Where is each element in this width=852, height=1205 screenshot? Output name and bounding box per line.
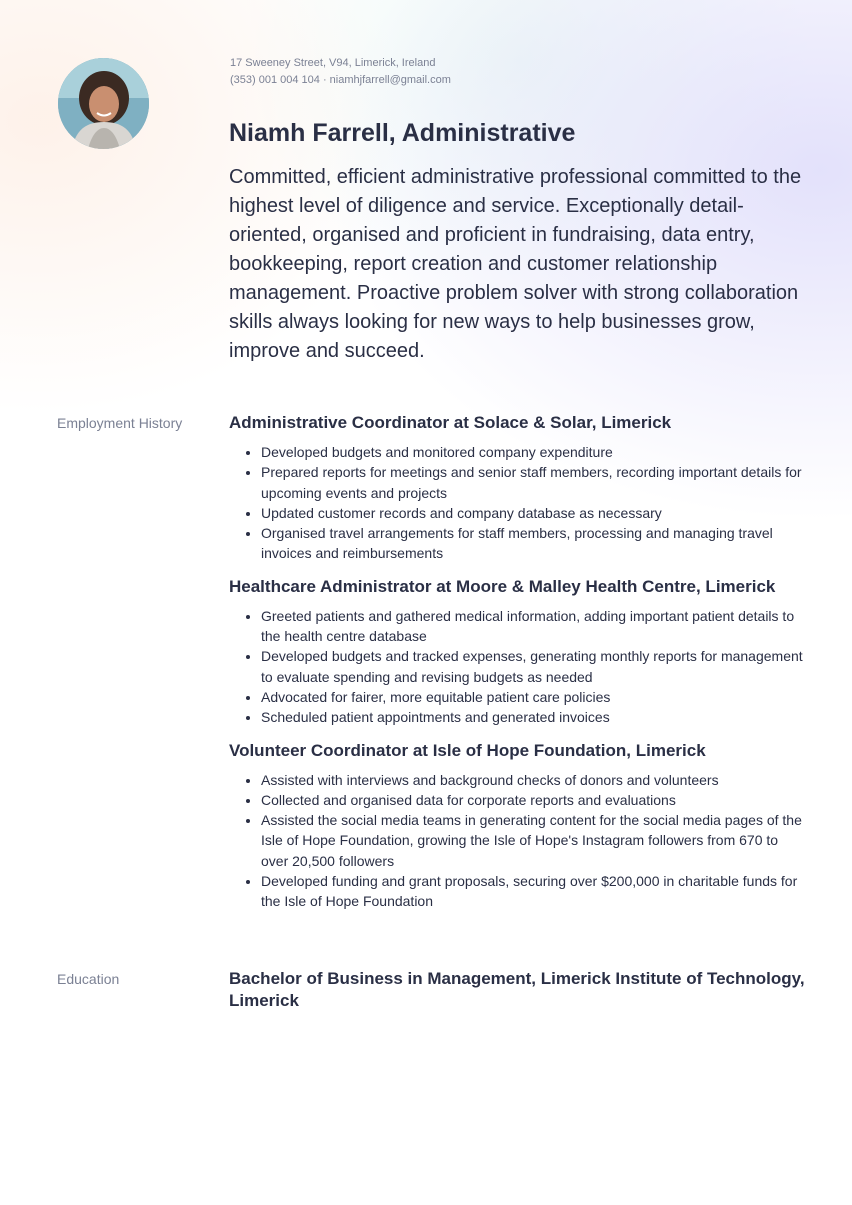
- list-item: • Developed budgets and tracked expenses, generating monthly reports for management to evaluate spending and revising budgets as needed: [261, 646, 809, 687]
- list-item: • Scheduled patient appointments and generated invoices: [261, 707, 809, 727]
- list-item: • Advocated for fairer, more equitable patient care policies: [261, 687, 809, 707]
- list-item: • Greeted patients and gathered medical information, adding important patient details to the health centre database: [261, 606, 809, 647]
- phone-email: (353) 001 004 104 · niamhjfarrell@gmail.com: [230, 74, 451, 86]
- employment-history-label: Employment History: [57, 415, 183, 431]
- list-item: • Organised travel arrangements for staff members, processing and managing travel invoices and reimbursements: [261, 523, 809, 564]
- education-degree: Bachelor of Business in Management, Limerick Institute of Technology, Limerick: [229, 969, 805, 1010]
- job-entry: [229, 412, 809, 564]
- list-item: • Developed budgets and monitored company expenditure: [261, 442, 809, 462]
- contact-info: [230, 55, 451, 89]
- list-item: • Assisted the social media teams in generating content for the social media pages of the Isle of Hope Foundation, growing the Isle of Hope's Instagram followers from 670 to over 20,500 followers: [261, 810, 809, 871]
- list-item: • Updated customer records and company database as necessary: [261, 503, 809, 523]
- job-entry: [229, 576, 809, 728]
- page-title: Niamh Farrell, Administrative: [229, 119, 576, 147]
- job-title: Healthcare Administrator at Moore & Malley Health Centre, Limerick: [229, 576, 776, 596]
- list-item: • Collected and organised data for corporate reports and evaluations: [261, 790, 809, 810]
- job-bullets: [229, 606, 809, 728]
- list-item: • Developed funding and grant proposals, securing over $200,000 in charitable funds for the Isle of Hope Foundation: [261, 871, 809, 912]
- job-bullets: [229, 442, 809, 564]
- employment-list: [229, 412, 809, 924]
- list-item: • Prepared reports for meetings and senior staff members, recording important details for upcoming events and projects: [261, 462, 809, 503]
- education-label: Education: [57, 971, 120, 987]
- job-bullets: [229, 770, 809, 912]
- profile-photo: [58, 58, 149, 149]
- job-title: Administrative Coordinator at Solace & Solar, Limerick: [229, 413, 672, 432]
- profile-summary: Committed, efficient administrative professional committed to the highest level of diligence and service. Exceptionally detail-oriented, organised and proficient in fundraising, data entry, bookkeeping, report creation and customer relationship management. Proactive problem solver with strong collaboration skills always looking for new ways to help businesses grow, improve and succeed.: [229, 166, 802, 362]
- job-title: Volunteer Coordinator at Isle of Hope Foundation, Limerick: [229, 740, 706, 760]
- address: 17 Sweeney Street, V94, Limerick, Ireland: [230, 57, 436, 69]
- person-avatar-icon: [58, 58, 149, 149]
- list-item: • Assisted with interviews and background checks of donors and volunteers: [261, 770, 809, 790]
- job-entry: [229, 740, 809, 912]
